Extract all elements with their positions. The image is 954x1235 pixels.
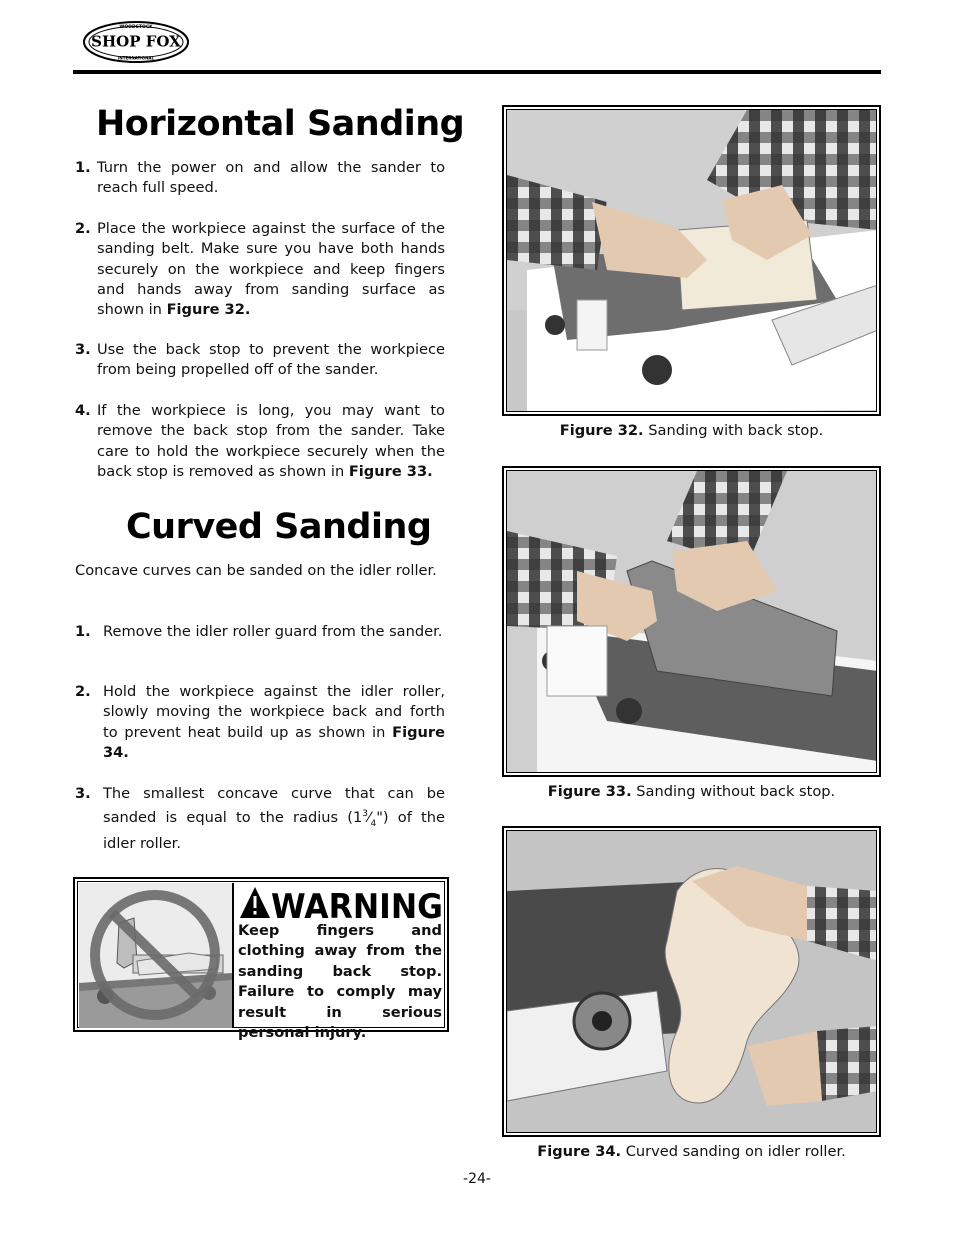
curved-step-1 [75, 622, 445, 642]
step-text: The smallest concave curve that can be sanded is equal to the radius $(1^3⁄_4")$ of the idler roller. [103, 785, 445, 853]
curved-step-2 [75, 682, 445, 763]
page-number: -24- [463, 1171, 491, 1187]
horizontal-step-2 [75, 219, 445, 320]
figure-32-caption: Figure 32. Sanding with back stop. [559, 422, 824, 439]
step-text: Place the workpiece against the surface of the sanding belt. Make sure you have both hands securely on the workpiece and keep fingers and hands away from sanding surface as shown in Figure 32. [97, 220, 445, 319]
warning-title: WARNING [271, 887, 443, 923]
figure-reference: Figure 32. [166, 301, 251, 319]
logo-text: SHOP FOX [91, 32, 181, 51]
figure-33-photo [507, 471, 877, 773]
step-text: Turn the power on and allow the sander to reach full speed. [97, 159, 445, 197]
shop-fox-logo [82, 20, 190, 64]
curved-step-3 [75, 784, 445, 855]
figure-reference: Figure 34. [103, 723, 445, 761]
figure-32 [502, 105, 881, 416]
figure-34-caption: Figure 34. Curved sanding on idler roller. [537, 1143, 846, 1160]
logo-arc-top: WOODSTOCK [119, 25, 153, 30]
step-number: 3. [75, 785, 91, 802]
figure-32-photo [507, 110, 877, 412]
no-hands-icon [79, 883, 232, 1028]
heading-horizontal-sanding: Horizontal Sanding [96, 104, 465, 144]
step-number: 2. [75, 683, 91, 700]
step-number: 1. [75, 159, 91, 176]
warning-prohibition-illustration [79, 883, 234, 1028]
figure-34-photo [507, 831, 877, 1133]
warning-text: Keep fingers and clothing away from the sanding back stop. Failure to comply may result in serious personal injury. [238, 922, 442, 1042]
step-number: 4. [75, 402, 91, 419]
step-text: Remove the idler roller guard from the sander. [103, 623, 443, 640]
step-number: 1. [75, 623, 91, 640]
logo-arc-bottom: INTERNATIONAL [117, 55, 155, 61]
step-text: If the workpiece is long, you may want to remove the back stop from the sander. Take care to hold the workpiece securely when the back stop is removed as shown in Figure 33. [97, 402, 445, 480]
step-number: 3. [75, 341, 91, 358]
warning-header [238, 883, 446, 923]
horizontal-step-4 [75, 401, 445, 482]
figure-reference: Figure 33. [348, 462, 433, 480]
figure-33 [502, 466, 881, 777]
header-rule [73, 70, 881, 74]
heading-curved-sanding: Curved Sanding [126, 507, 432, 547]
step-text: Use the back stop to prevent the workpiece from being propelled off of the sander. [97, 341, 445, 379]
warning-box [73, 877, 449, 1042]
figure-33-caption: Figure 33. Sanding without back stop. [547, 783, 836, 800]
curved-intro: Concave curves can be sanded on the idler roller. [75, 562, 437, 579]
figure-34 [502, 826, 881, 1137]
horizontal-step-1 [75, 158, 445, 199]
step-number: 2. [75, 220, 91, 237]
horizontal-step-3 [75, 340, 445, 381]
step-text: Hold the workpiece against the idler roller, slowly moving the workpiece back and forth to prevent heat build up as shown in Figure 34. [103, 683, 445, 761]
